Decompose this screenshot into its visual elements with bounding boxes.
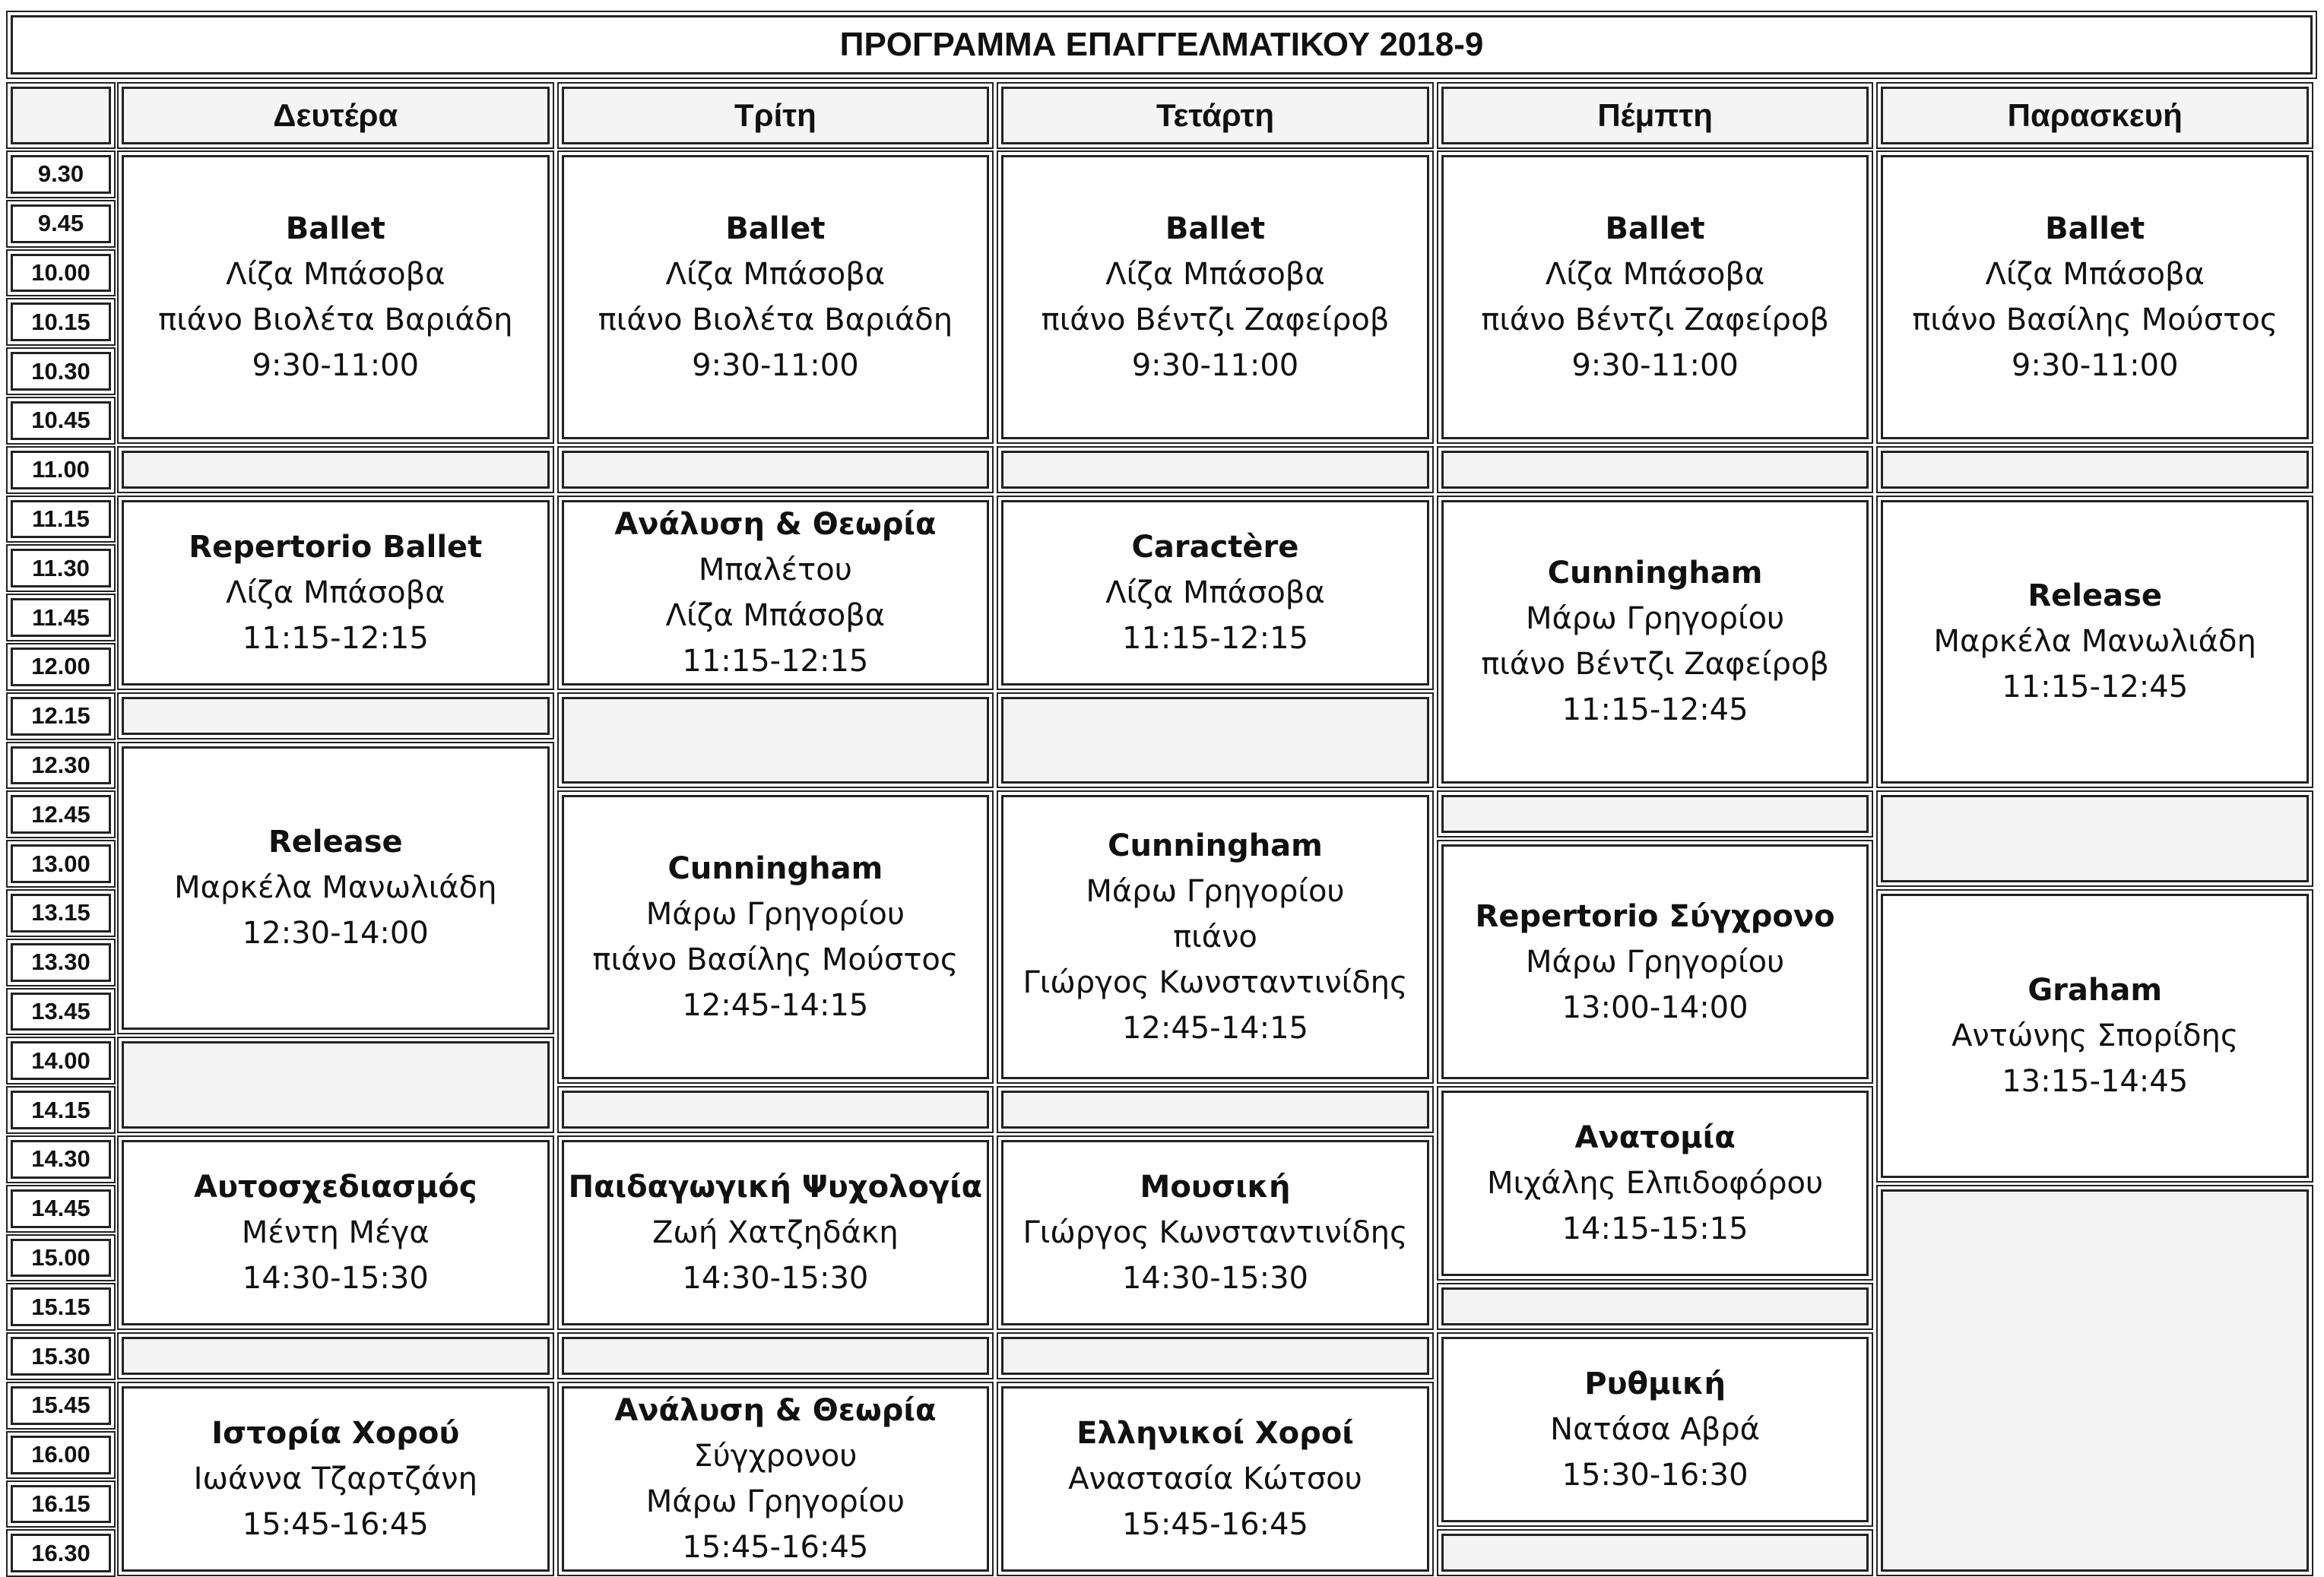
lesson-detail: Γιώργος Κωνσταντινίδης: [1022, 965, 1408, 1001]
lesson-title: Graham: [2028, 972, 2163, 1008]
time-slot-label: [6, 446, 116, 494]
day-header: [117, 82, 554, 149]
lesson-detail: 14:30-15:30: [242, 1261, 429, 1297]
time-slot-text: 12.45: [31, 800, 90, 828]
lesson-title: Ballet: [2045, 211, 2145, 246]
lesson-detail: Αντώνης Σπορίδης: [1951, 1018, 2239, 1053]
lesson-block: [117, 742, 554, 1035]
lesson-detail: Λίζα Μπάσοβα: [1545, 256, 1765, 292]
time-slot-text: 9.45: [37, 210, 84, 237]
lesson-detail: 9:30-11:00: [1571, 347, 1739, 383]
lesson-detail: Μάρω Γρηγορίου: [1525, 601, 1785, 637]
lesson-detail: πιάνο Βιολέτα Βαριάδη: [598, 302, 953, 337]
lesson-detail: 15:45-16:45: [682, 1530, 869, 1566]
time-slot-text: 15.30: [31, 1342, 90, 1370]
lesson-block: [117, 150, 554, 444]
lesson-detail: Λίζα Μπάσοβα: [226, 575, 445, 610]
time-slot-label: [6, 594, 116, 641]
lesson-detail: Μάρω Γρηγορίου: [1086, 874, 1345, 910]
lesson-block: [1437, 1332, 1874, 1527]
empty-slot: [1876, 790, 2313, 887]
lesson-title: Ballet: [725, 211, 826, 246]
empty-slot: [117, 692, 554, 739]
lesson-detail: Γιώργος Κωνσταντινίδης: [1022, 1215, 1408, 1251]
lesson-detail: 9:30-11:00: [2011, 347, 2179, 383]
lesson-detail: Μαρκέλα Μανωλιάδη: [174, 870, 497, 906]
lesson-block: [997, 790, 1434, 1084]
time-slot-text: 12.30: [31, 751, 90, 778]
time-slot-label: [6, 939, 116, 986]
lesson-title: Ballet: [1605, 211, 1705, 246]
time-slot-text: 15.15: [31, 1293, 90, 1320]
lesson-title: Release: [268, 825, 403, 860]
schedule-title-text: ΠΡΟΓΡΑΜΜΑ ΕΠΑΓΓΕΛΜΑΤΙΚΟΥ 2018-9: [839, 26, 1484, 63]
lesson-detail: Αναστασία Κώτσου: [1068, 1461, 1362, 1497]
lesson-block: [557, 1135, 994, 1330]
lesson-block: [997, 1135, 1434, 1330]
time-slot-text: 13.15: [31, 899, 90, 926]
lesson-block: [117, 1135, 554, 1330]
time-slot-text: 10.00: [31, 258, 90, 286]
time-slot-text: 11.00: [32, 456, 90, 483]
lesson-block: [997, 1382, 1434, 1576]
time-slot-label: [6, 200, 116, 248]
empty-slot: [1876, 446, 2313, 493]
lesson-block: [557, 790, 994, 1084]
lesson-detail: πιάνο Βασίλης Μούστος: [1912, 302, 2278, 337]
lesson-block: [1876, 889, 2313, 1183]
time-slot-label: [6, 1382, 116, 1430]
lesson-title: Μουσική: [1140, 1170, 1291, 1205]
lesson-detail: 9:30-11:00: [1131, 347, 1299, 383]
lesson-title: Ρυθμική: [1584, 1366, 1726, 1402]
lesson-title: Ballet: [1165, 211, 1266, 246]
day-header-label: Δευτέρα: [273, 97, 398, 133]
time-slot-text: 16.30: [31, 1539, 90, 1566]
empty-slot: [557, 692, 994, 789]
time-slot-text: 14.00: [31, 1047, 90, 1074]
lesson-title: Ελληνικοί Χοροί: [1076, 1416, 1354, 1452]
lesson-detail: 11:15-12:15: [682, 643, 869, 679]
lesson-detail: Λίζα Μπάσοβα: [1105, 256, 1325, 292]
time-slot-text: 13.00: [31, 850, 90, 877]
lesson-block: [1437, 150, 1874, 444]
lesson-block: [1437, 840, 1874, 1084]
time-slot-text: 11.30: [32, 554, 90, 581]
lesson-title: Repertorio Ballet: [189, 529, 483, 565]
lesson-detail: 13:00-14:00: [1561, 990, 1749, 1025]
time-slot-label: [6, 298, 116, 346]
time-slot-text: 14.45: [31, 1195, 90, 1222]
lesson-detail: Λίζα Μπάσοβα: [665, 256, 886, 292]
day-header: [557, 82, 994, 149]
lesson-detail: Λίζα Μπάσοβα: [1985, 256, 2205, 292]
lesson-detail: 11:15-12:15: [1121, 620, 1308, 656]
day-header-label: Τετάρτη: [1156, 97, 1275, 133]
lesson-detail: 12:45-14:15: [682, 988, 869, 1024]
time-slot-text: 16.15: [31, 1490, 90, 1517]
lesson-detail: πιάνο Βασίλης Μούστος: [592, 942, 959, 978]
lesson-detail: 12:30-14:00: [242, 916, 429, 952]
day-header-label: Πέμπτη: [1597, 97, 1713, 133]
lesson-detail: Μάρω Γρηγορίου: [645, 1484, 905, 1520]
lesson-title: Release: [2028, 578, 2163, 614]
time-slot-text: 15.45: [31, 1392, 90, 1419]
time-slot-text: 15.00: [31, 1243, 90, 1271]
time-slot-label: [6, 1086, 116, 1134]
day-header: [1437, 82, 1874, 149]
lesson-detail: 15:45-16:45: [242, 1507, 429, 1543]
lesson-block: [1876, 496, 2313, 789]
lesson-title: Repertorio Σύγχρονο: [1475, 898, 1835, 934]
empty-slot: [1437, 790, 1874, 838]
empty-slot: [117, 1332, 554, 1379]
lesson-detail: πιάνο Βέντζι Ζαφείροβ: [1481, 302, 1829, 337]
time-slot-text: 12.00: [31, 653, 90, 680]
lesson-title: Αυτοσχεδιασμός: [194, 1170, 477, 1205]
time-slot-label: [6, 742, 116, 790]
lesson-block: [1876, 150, 2313, 444]
lesson-detail: Μάρω Γρηγορίου: [645, 897, 905, 933]
lesson-detail: Λίζα Μπάσοβα: [665, 597, 886, 633]
time-slot-label: [6, 1332, 116, 1380]
lesson-title: Ιστορία Χορού: [211, 1416, 460, 1452]
time-slot-text: 14.30: [31, 1145, 90, 1173]
time-slot-text: 10.45: [31, 407, 90, 434]
lesson-detail: 9:30-11:00: [692, 347, 859, 383]
lesson-detail: Νατάσα Αβρά: [1550, 1412, 1760, 1448]
time-slot-text: 12.15: [31, 702, 90, 730]
lesson-block: [557, 150, 994, 444]
time-slot-text: 13.45: [31, 997, 90, 1024]
schedule-title: [6, 11, 2317, 79]
lesson-detail: Μάρω Γρηγορίου: [1525, 944, 1785, 980]
day-header: [1876, 82, 2313, 149]
lesson-detail: 11:15-12:15: [242, 620, 429, 656]
lesson-detail: 11:15-12:45: [2002, 670, 2189, 705]
lesson-block: [1437, 496, 1874, 789]
lesson-title: Cunningham: [667, 851, 883, 887]
time-slot-label: [6, 347, 116, 395]
lesson-detail: πιάνο Βέντζι Ζαφείροβ: [1481, 647, 1829, 682]
lesson-detail: 11:15-12:45: [1561, 692, 1749, 728]
time-slot-label: [6, 692, 116, 740]
lesson-detail: πιάνο Βιολέτα Βαριάδη: [158, 302, 513, 337]
lesson-detail: 15:45-16:45: [1121, 1507, 1308, 1543]
empty-slot: [557, 1332, 994, 1379]
lesson-block: [1437, 1086, 1874, 1281]
lesson-detail: Ζωή Χατζηδάκη: [652, 1215, 899, 1251]
time-slot-text: 9.30: [37, 160, 84, 188]
lesson-detail: 14:30-15:30: [1121, 1261, 1308, 1297]
lesson-detail: Σύγχρονου: [693, 1439, 858, 1474]
lesson-title: Ανάλυση & Θεωρία: [614, 506, 937, 542]
empty-slot: [997, 692, 1434, 789]
empty-slot: [557, 1086, 994, 1133]
time-slot-label: [6, 1037, 116, 1085]
time-slot-text: 10.15: [31, 308, 90, 335]
time-slot-label: [6, 889, 116, 937]
lesson-detail: 9:30-11:00: [252, 347, 420, 383]
time-slot-text: 11.45: [32, 603, 90, 631]
lesson-detail: 15:30-16:30: [1561, 1458, 1749, 1493]
lesson-title: Ballet: [285, 211, 385, 246]
lesson-detail: 12:45-14:15: [1121, 1011, 1308, 1047]
lesson-title: Παιδαγωγική Ψυχολογία: [568, 1170, 983, 1205]
lesson-detail: πιάνο: [1173, 920, 1257, 955]
lesson-detail: Λίζα Μπάσοβα: [1105, 575, 1325, 610]
empty-slot: [997, 1086, 1434, 1133]
lesson-detail: 14:15-15:15: [1561, 1211, 1749, 1247]
lesson-title: Ανάλυση & Θεωρία: [614, 1393, 937, 1429]
time-slot-label: [6, 643, 116, 691]
lesson-detail: Μέντη Μέγα: [241, 1215, 430, 1251]
empty-slot: [997, 446, 1434, 493]
time-slot-text: 16.00: [31, 1441, 90, 1468]
time-slot-label: [6, 150, 116, 198]
empty-slot: [1876, 1185, 2313, 1576]
time-slot-label: [6, 988, 116, 1036]
time-slot-text: 11.15: [32, 505, 90, 532]
day-header-label: Τρίτη: [734, 97, 816, 133]
empty-slot: [1437, 1529, 1874, 1576]
lesson-detail: Μιχάλης Ελπιδοφόρου: [1487, 1166, 1824, 1202]
time-slot-text: 10.30: [31, 357, 90, 385]
time-slot-label: [6, 1135, 116, 1183]
day-header: [997, 82, 1434, 149]
empty-slot: [557, 446, 994, 493]
empty-slot: [1437, 1283, 1874, 1330]
lesson-block: [117, 496, 554, 690]
lesson-block: [997, 496, 1434, 690]
time-slot-text: 14.15: [31, 1096, 90, 1123]
time-slot-label: [6, 249, 116, 297]
corner-cell: [6, 82, 116, 149]
lesson-block: [117, 1382, 554, 1576]
time-slot-text: 13.30: [31, 948, 90, 976]
time-slot-label: [6, 1283, 116, 1331]
lesson-title: Ανατομία: [1574, 1120, 1736, 1156]
time-slot-label: [6, 1431, 116, 1479]
empty-slot: [1437, 446, 1874, 493]
time-slot-label: [6, 397, 116, 445]
lesson-detail: Μπαλέτου: [698, 552, 852, 587]
empty-slot: [117, 446, 554, 493]
time-slot-label: [6, 544, 116, 592]
day-header-label: Παρασκευή: [2007, 97, 2183, 133]
lesson-title: Caractère: [1131, 529, 1299, 565]
time-slot-label: [6, 1480, 116, 1528]
lesson-block: [557, 496, 994, 690]
lesson-detail: Μαρκέλα Μανωλιάδη: [1933, 624, 2256, 660]
time-slot-label: [6, 496, 116, 543]
lesson-detail: Λίζα Μπάσοβα: [226, 256, 445, 292]
time-slot-label: [6, 1234, 116, 1282]
time-slot-label: [6, 790, 116, 838]
empty-slot: [117, 1037, 554, 1133]
lesson-block: [557, 1382, 994, 1576]
time-slot-label: [6, 1185, 116, 1233]
lesson-detail: πιάνο Βέντζι Ζαφείροβ: [1041, 302, 1390, 337]
lesson-detail: Ιωάννα Τζαρτζάνη: [193, 1461, 477, 1497]
empty-slot: [997, 1332, 1434, 1379]
lesson-title: Cunningham: [1547, 556, 1763, 591]
lesson-detail: 13:15-14:45: [2002, 1063, 2189, 1099]
lesson-detail: 14:30-15:30: [682, 1261, 869, 1297]
time-slot-label: [6, 1529, 116, 1577]
time-slot-label: [6, 840, 116, 888]
lesson-block: [997, 150, 1434, 444]
lesson-title: Cunningham: [1108, 828, 1323, 864]
